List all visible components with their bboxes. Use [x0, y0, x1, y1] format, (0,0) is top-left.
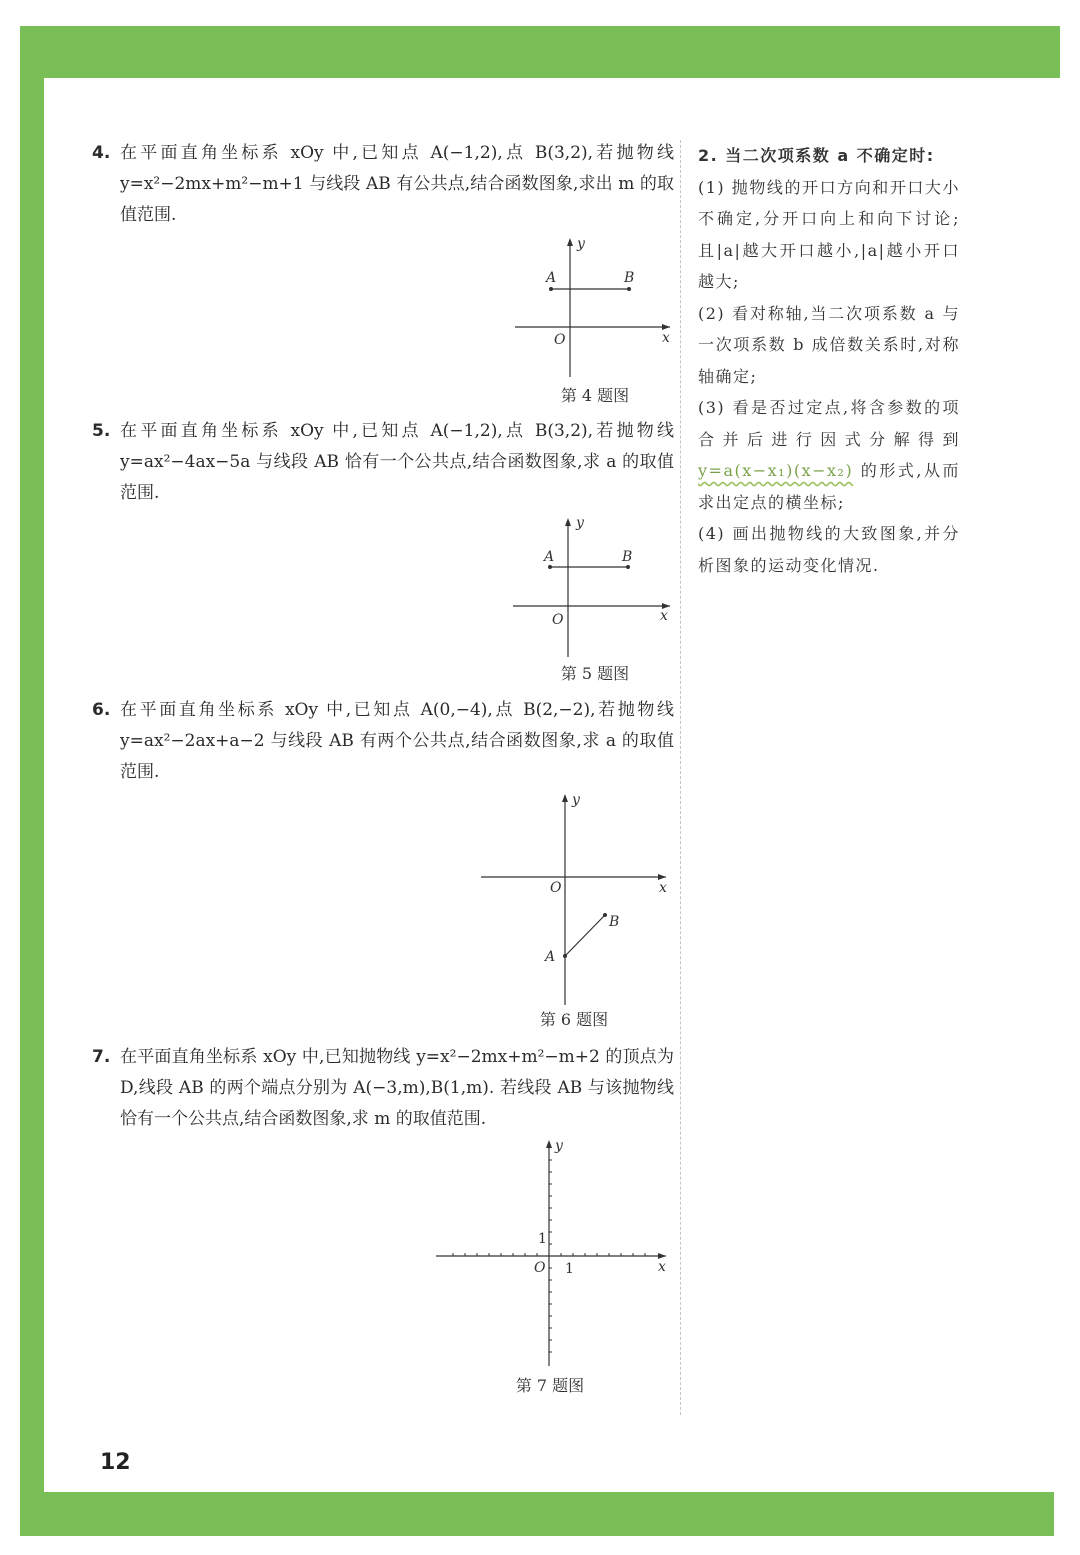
page-frame-left — [20, 26, 44, 1536]
figure-4-caption: 第 4 题图 — [560, 386, 630, 405]
problem-7 — [92, 1042, 674, 1135]
y-axis-arrow — [565, 518, 571, 526]
label-a: A — [545, 949, 556, 965]
point-a — [549, 287, 553, 291]
point-a — [548, 565, 552, 569]
label-x: x — [660, 608, 668, 624]
label-origin: O — [534, 1260, 546, 1276]
y-axis-arrow — [546, 1140, 552, 1148]
figure-6-caption: 第 6 题图 — [539, 1010, 609, 1029]
problem-number: 4. — [92, 143, 111, 163]
label-b: B — [624, 270, 635, 286]
label-y: y — [555, 1138, 563, 1154]
problem-number: 6. — [92, 700, 111, 720]
point-a — [563, 954, 567, 958]
problem-6 — [92, 695, 674, 788]
label-b: B — [609, 914, 620, 930]
segment-ab — [565, 915, 605, 956]
page-frame-bottom — [44, 1492, 1054, 1536]
figure-5-caption: 第 5 题图 — [560, 664, 630, 683]
sidebar-notes — [698, 140, 960, 581]
column-divider — [680, 140, 681, 1415]
figure-7 — [434, 1136, 674, 1371]
problem-text: 在平面直角坐标系 xOy 中,已知点 A(0,−4),点 B(2,−2),若抛物线 y=ax²−2ax+a−2 与线段 AB 有两个公共点,结合函数图象,求 a 的取值范围. — [120, 700, 674, 782]
label-y-one: 1 — [538, 1231, 547, 1247]
problem-5 — [92, 416, 674, 509]
label-x-one: 1 — [565, 1261, 574, 1277]
problem-text: 在平面直角坐标系 xOy 中,已知抛物线 y=x²−2mx+m²−m+2 的顶点为 D,线段 AB 的两个端点分别为 A(−3,m),B(1,m). 若线段 AB 与该抛物线恰有一个公共点,结合函数图象,求 m 的取值范围. — [120, 1047, 674, 1129]
problem-number: 7. — [92, 1047, 111, 1067]
label-b: B — [622, 549, 633, 565]
label-x: x — [659, 880, 667, 896]
figure-5 — [510, 512, 680, 660]
label-origin: O — [550, 880, 562, 896]
label-origin: O — [554, 332, 566, 348]
figure-6 — [478, 790, 673, 1008]
point-b — [603, 913, 607, 917]
label-x: x — [662, 330, 670, 346]
label-origin: O — [552, 612, 564, 628]
label-a: A — [544, 549, 555, 565]
label-y: y — [577, 236, 585, 252]
figure-4 — [510, 232, 680, 382]
page-number: 12 — [100, 1450, 131, 1475]
problem-4 — [92, 138, 674, 231]
problem-text: 在平面直角坐标系 xOy 中,已知点 A(−1,2),点 B(3,2),若抛物线 y=ax²−4ax−5a 与线段 AB 恰有一个公共点,结合函数图象,求 a 的取值范围. — [120, 421, 674, 503]
label-x: x — [658, 1259, 666, 1275]
y-axis-arrow — [567, 238, 573, 246]
figure-7-caption: 第 7 题图 — [515, 1376, 585, 1395]
point-b — [626, 565, 630, 569]
sidebar-item-3-formula: y=a(x−x₁)(x−x₂) — [698, 461, 854, 480]
problem-text: 在平面直角坐标系 xOy 中,已知点 A(−1,2),点 B(3,2),若抛物线 y=x²−2mx+m²−m+1 与线段 AB 有公共点,结合函数图象,求出 m 的取值范围. — [120, 143, 674, 225]
sidebar-item-3-before: (3) 看是否过定点,将含参数的项合并后进行因式分解得到 — [698, 398, 960, 449]
sidebar-item-1: (1) 抛物线的开口方向和开口大小不确定,分开口向上和向下讨论;且|a|越大开口越小,|a|越小开口越大; — [698, 177, 960, 291]
label-y: y — [576, 515, 584, 531]
sidebar-heading: 2. 当二次项系数 a 不确定时: — [698, 146, 935, 165]
sidebar-item-4: (4) 画出抛物线的大致图象,并分析图象的运动变化情况. — [698, 524, 960, 575]
page-frame-top — [20, 26, 1060, 78]
label-a: A — [546, 270, 557, 286]
sidebar-item-2: (2) 看对称轴,当二次项系数 a 与一次项系数 b 成倍数关系时,对称轴确定; — [698, 303, 960, 386]
sidebar-item-3-after: 的形式,从而求出定点的横坐标; — [698, 461, 960, 512]
y-axis-arrow — [562, 794, 568, 802]
problem-number: 5. — [92, 421, 111, 441]
label-y: y — [572, 792, 580, 808]
point-b — [627, 287, 631, 291]
sidebar-item-3 — [698, 392, 960, 518]
